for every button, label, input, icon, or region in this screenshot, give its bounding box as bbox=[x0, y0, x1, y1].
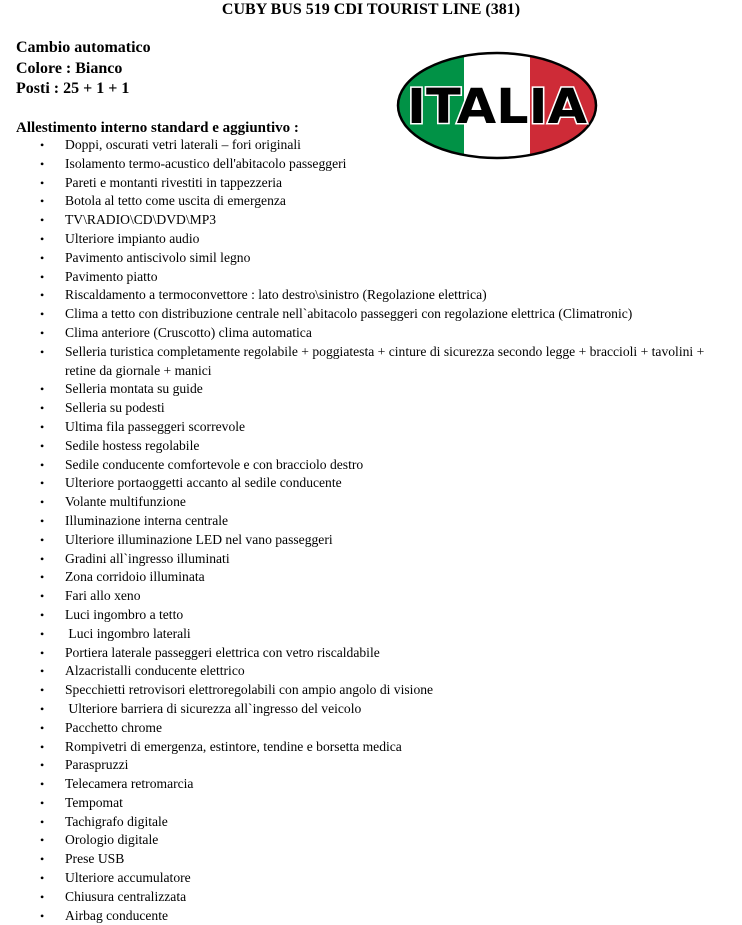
list-item bbox=[0, 888, 742, 907]
list-item-text: Ulteriore barriera di sicurezza all`ingresso del veicolo bbox=[65, 700, 362, 716]
list-item-text: TV\RADIO\CD\DVD\MP3 bbox=[65, 212, 217, 228]
bullet-icon: • bbox=[40, 852, 45, 867]
list-item bbox=[0, 531, 742, 550]
list-item bbox=[0, 155, 742, 174]
list-item-text: Rompivetri di emergenza, estintore, tendine e borsetta medica bbox=[65, 738, 402, 754]
bullet-icon: • bbox=[40, 156, 45, 171]
bullet-icon: • bbox=[40, 175, 45, 190]
list-item-text: Selleria su podesti bbox=[65, 400, 165, 416]
list-item bbox=[0, 681, 742, 700]
bullet-icon: • bbox=[40, 213, 45, 228]
bullet-icon: • bbox=[40, 344, 45, 359]
list-item-text: Specchietti retrovisori elettroregolabili con ampio angolo di visione bbox=[65, 682, 434, 698]
bullet-icon: • bbox=[40, 194, 45, 209]
list-item-text: Fari allo xeno bbox=[65, 588, 141, 604]
bullet-icon: • bbox=[40, 720, 45, 735]
list-item-text: Gradini all`ingresso illuminati bbox=[65, 550, 230, 566]
list-item-text: Isolamento termo-acustico dell'abitacolo passeggeri bbox=[65, 155, 347, 171]
list-item bbox=[0, 305, 742, 324]
list-item-text: Selleria montata su guide bbox=[65, 381, 203, 397]
bullet-icon: • bbox=[40, 438, 45, 453]
bullet-icon: • bbox=[40, 551, 45, 566]
italia-logo-text: ITALIA bbox=[407, 79, 587, 135]
list-item-text: Ulteriore portaoggetti accanto al sedile conducente bbox=[65, 475, 342, 491]
list-item-text: Ulteriore impianto audio bbox=[65, 230, 200, 246]
bullet-icon: • bbox=[40, 626, 45, 641]
bullet-icon: • bbox=[40, 814, 45, 829]
bullet-icon: • bbox=[40, 795, 45, 810]
list-item bbox=[0, 719, 742, 738]
bullet-icon: • bbox=[40, 871, 45, 886]
list-item bbox=[0, 794, 742, 813]
bullet-icon: • bbox=[40, 307, 45, 322]
list-item-text: Orologio digitale bbox=[65, 832, 159, 848]
list-item bbox=[0, 268, 742, 287]
bullet-icon: • bbox=[40, 758, 45, 773]
bullet-icon: • bbox=[40, 231, 45, 246]
list-item bbox=[0, 813, 742, 832]
list-item bbox=[0, 869, 742, 888]
bullet-icon: • bbox=[40, 288, 45, 303]
list-item-text: Paraspruzzi bbox=[65, 757, 129, 773]
list-item-text: Ulteriore illuminazione LED nel vano passeggeri bbox=[65, 531, 333, 547]
list-item-text: Tempomat bbox=[65, 794, 123, 810]
bullet-icon: • bbox=[40, 513, 45, 528]
list-item bbox=[0, 587, 742, 606]
bullet-icon: • bbox=[40, 269, 45, 284]
bullet-icon: • bbox=[40, 607, 45, 622]
list-item bbox=[0, 474, 742, 493]
bullet-icon: • bbox=[40, 589, 45, 604]
bullet-icon: • bbox=[40, 739, 45, 754]
list-item-text: Sedile hostess regolabile bbox=[65, 437, 200, 453]
list-item bbox=[0, 907, 742, 925]
specs-block bbox=[16, 38, 151, 100]
bullet-icon: • bbox=[40, 138, 45, 152]
bullet-icon: • bbox=[40, 777, 45, 792]
list-item bbox=[0, 343, 742, 381]
list-item-text: Selleria turistica completamente regolabile + poggiatesta + cinture di sicurezza secondo legge + braccioli + tavolini + retine da giornale + manici bbox=[65, 343, 708, 378]
bullet-icon: • bbox=[40, 325, 45, 340]
list-item-text: Pavimento antiscivolo simil legno bbox=[65, 249, 251, 265]
list-item-text: Pavimento piatto bbox=[65, 268, 158, 284]
list-item bbox=[0, 850, 742, 869]
list-item bbox=[0, 399, 742, 418]
list-item bbox=[0, 700, 742, 719]
bullet-icon: • bbox=[40, 701, 45, 716]
list-item bbox=[0, 625, 742, 644]
bullet-icon: • bbox=[40, 889, 45, 904]
list-item-text: Chiusura centralizzata bbox=[65, 888, 187, 904]
list-item bbox=[0, 211, 742, 230]
list-item-text: Pareti e montanti rivestiti in tappezzeria bbox=[65, 174, 283, 190]
bullet-icon: • bbox=[40, 532, 45, 547]
list-item bbox=[0, 644, 742, 663]
list-item bbox=[0, 418, 742, 437]
bullet-icon: • bbox=[40, 382, 45, 397]
list-item bbox=[0, 493, 742, 512]
document-title: CUBY BUS 519 CDI TOURIST LINE (381) bbox=[221, 1, 521, 18]
list-item-text: Riscaldamento a termoconvettore : lato destro\sinistro (Regolazione elettrica) bbox=[65, 287, 487, 303]
list-item-text: Clima a tetto con distribuzione centrale nell`abitacolo passeggeri con regolazione elettrica (Climatronic) bbox=[65, 306, 633, 322]
bullet-icon: • bbox=[40, 250, 45, 265]
list-item bbox=[0, 286, 742, 305]
list-item bbox=[0, 324, 742, 343]
list-item bbox=[0, 456, 742, 475]
list-item bbox=[0, 174, 742, 193]
spec-seats: Posti : 25 + 1 + 1 bbox=[16, 80, 130, 97]
bullet-icon: • bbox=[40, 570, 45, 585]
features-list bbox=[0, 136, 742, 925]
list-item-text: Doppi, oscurati vetri laterali – fori originali bbox=[65, 137, 301, 152]
list-item-text: Tachigrafo digitale bbox=[65, 813, 168, 829]
list-item bbox=[0, 662, 742, 681]
list-item-text: Zona corridoio illuminata bbox=[65, 569, 205, 585]
list-item bbox=[0, 775, 742, 794]
list-item-text: Botola al tetto come uscita di emergenza bbox=[65, 193, 286, 209]
list-item bbox=[0, 192, 742, 211]
bullet-icon: • bbox=[40, 683, 45, 698]
bullet-icon: • bbox=[40, 664, 45, 679]
bullet-icon: • bbox=[40, 645, 45, 660]
list-item-text: Luci ingombro a tetto bbox=[65, 606, 184, 622]
list-item bbox=[0, 606, 742, 625]
list-item bbox=[0, 831, 742, 850]
bullet-icon: • bbox=[40, 419, 45, 434]
list-item bbox=[0, 756, 742, 775]
bullet-icon: • bbox=[40, 833, 45, 848]
spec-transmission: Cambio automatico bbox=[16, 39, 151, 56]
list-item bbox=[0, 230, 742, 249]
list-item-text: Prese USB bbox=[65, 851, 125, 867]
list-item bbox=[0, 380, 742, 399]
bullet-icon: • bbox=[40, 476, 45, 491]
list-item-text: Ultima fila passeggeri scorrevole bbox=[65, 418, 246, 434]
list-item bbox=[0, 512, 742, 531]
bullet-icon: • bbox=[40, 495, 45, 510]
list-item-text: Airbag conducente bbox=[65, 907, 169, 923]
list-item-text: Telecamera retromarcia bbox=[65, 776, 194, 792]
list-item-text: Portiera laterale passeggeri elettrica con vetro riscaldabile bbox=[65, 644, 380, 660]
list-item bbox=[0, 136, 742, 155]
section-heading: Allestimento interno standard e aggiuntivo : bbox=[16, 120, 299, 136]
list-item-text: Volante multifunzione bbox=[65, 494, 186, 510]
spec-color: Colore : Bianco bbox=[16, 59, 123, 77]
list-item-text: Ulteriore accumulatore bbox=[65, 870, 191, 886]
list-item-text: Pacchetto chrome bbox=[65, 719, 163, 735]
list-item bbox=[0, 550, 742, 569]
list-item bbox=[0, 738, 742, 757]
list-item bbox=[0, 437, 742, 456]
list-item-text: Illuminazione interna centrale bbox=[65, 512, 229, 528]
list-item bbox=[0, 249, 742, 268]
bullet-icon: • bbox=[40, 457, 45, 472]
list-item-text: Clima anteriore (Cruscotto) clima automatica bbox=[65, 324, 312, 340]
bullet-icon: • bbox=[40, 908, 45, 923]
list-item-text: Luci ingombro laterali bbox=[65, 625, 191, 641]
bullet-icon: • bbox=[40, 401, 45, 416]
list-item bbox=[0, 568, 742, 587]
list-item-text: Sedile conducente comfortevole e con bracciolo destro bbox=[65, 456, 364, 472]
list-item-text: Alzacristalli conducente elettrico bbox=[65, 663, 245, 679]
